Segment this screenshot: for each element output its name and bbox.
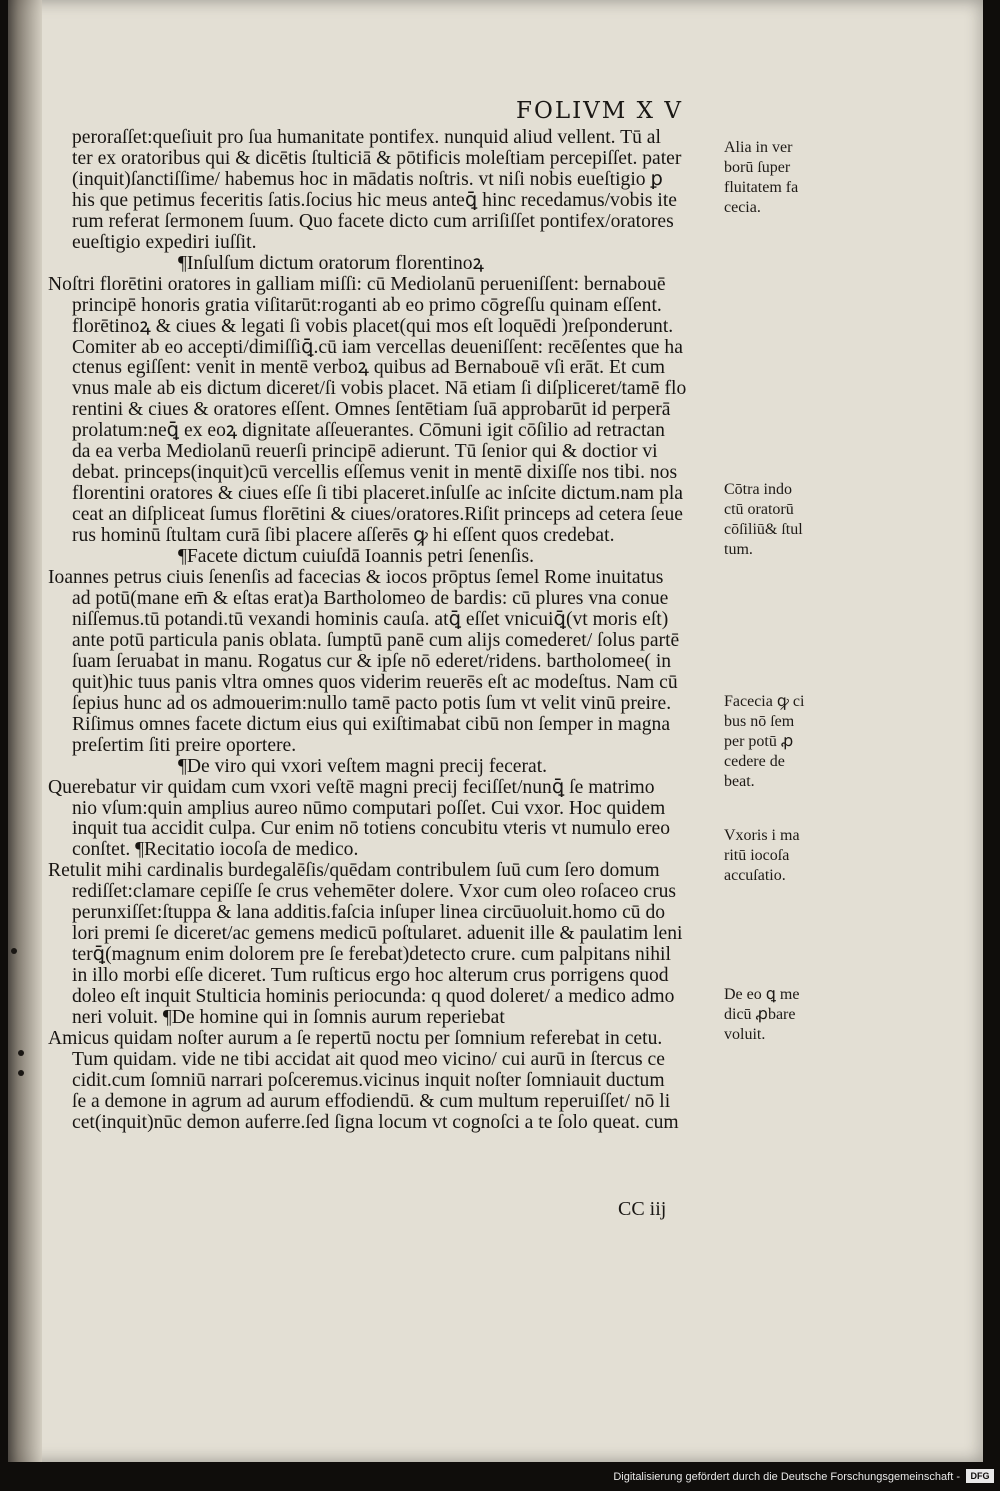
text-line: Tum quidam. vide ne tibi accidat ait quod meo vicino/ cui aurū in ſtercus ce bbox=[72, 1049, 665, 1070]
marginal-note bbox=[724, 985, 799, 1045]
marginal-note-line: Alia in ver bbox=[724, 139, 793, 156]
text-line: lori premi ſe diceret/ac gemens medicū poſtularet. aduenit ille & paulatim leni bbox=[72, 924, 683, 945]
funding-credit: Digitalisierung gefördert durch die Deutsche Forschungsgemeinschaft - bbox=[613, 1471, 960, 1483]
dfg-logo: DFG bbox=[966, 1469, 994, 1483]
binding-gutter bbox=[8, 0, 42, 1462]
section-heading: ¶Facete dictum cuiuſdā Ioannis petri ſenenſis. bbox=[178, 547, 535, 568]
ink-dot bbox=[18, 1050, 24, 1056]
section-heading: ¶Inſulſum dictum oratorum florentinoꝝ bbox=[178, 253, 484, 274]
scanned-page bbox=[8, 0, 983, 1462]
text-line: neri voluit. ¶De homine qui in ſomnis aurum reperiebat bbox=[72, 1008, 505, 1029]
text-line: vnus male ab eis dictum diceret/ſi vobis placet. Nā etiam ſi diſpliceret/tamē flo bbox=[72, 379, 687, 400]
text-line: peroraſſet:queſiuit pro ſua humanitate pontifex. nunquid aliud vellent. Tū al bbox=[72, 128, 661, 148]
text-line: ter ex oratoribus qui & dicētis ſtulticiā & pōtificis moleſtiam percepiſſet. pater bbox=[72, 148, 682, 169]
marginal-note bbox=[724, 138, 798, 218]
running-head: FOLIVM X V bbox=[516, 98, 683, 124]
marginal-note-line: Facecia ꝙ ci bbox=[724, 693, 805, 710]
marginal-note bbox=[724, 692, 804, 792]
marginal-note-line: bus nō ſem bbox=[724, 713, 795, 730]
marginal-note-line: dicū ꝓbare bbox=[724, 1006, 796, 1023]
text-line: Comiter ab eo accepti/dimiſſiꝗ̄.cū iam vercellas deueniſſent: recēſentes que ha bbox=[72, 337, 683, 358]
text-line: his que petimus feceritis ſatis.ſocius hic meus anteꝗ̄ hinc recedamus/vobis ite bbox=[72, 190, 677, 211]
text-line: ceat an diſpliceat ſumus florētini & ciues/oratores.Riſit princeps ad cetera ſeue bbox=[72, 505, 683, 526]
body-text bbox=[48, 128, 720, 1134]
text-line: preſertim ſiti preire oportere. bbox=[72, 735, 297, 756]
signature-mark: CC iij bbox=[618, 1198, 667, 1220]
text-line: Retulit mihi cardinalis burdegalēſis/quēdam contribulem ſuū cum ſero domum bbox=[48, 861, 660, 882]
text-line: Amicus quidam noſter aurum a ſe repertū noctu per ſomnium referebat in cetu. bbox=[48, 1028, 663, 1049]
ink-dot bbox=[18, 1070, 24, 1076]
footer-bar bbox=[0, 1462, 1000, 1491]
text-line: da ea verba Mediolanū reuerſi principē adierunt. Tū ſenior qui & doctior vi bbox=[72, 442, 658, 463]
text-line: Noſtri florētini oratores in galliam miſſi: cū Mediolanū perueniſſent: bernabouē bbox=[48, 274, 666, 295]
marginal-note bbox=[724, 826, 800, 886]
text-line: ſepius hunc ad os admouerim:nullo tamē pacto potis ſum vt velit vinū preire. bbox=[72, 693, 672, 714]
marginal-note-line: accuſatio. bbox=[724, 867, 786, 884]
marginal-note-line: De eo ꝗ me bbox=[724, 986, 800, 1003]
marginal-note-line: fluitatem fa bbox=[724, 179, 799, 196]
marginal-note-line: borū ſuper bbox=[724, 159, 791, 176]
marginal-note-line: cedere de bbox=[724, 753, 785, 770]
text-line: doleo eſt inquit Stulticia hominis periocunda: q quod doleret/ a medico admo bbox=[72, 987, 675, 1008]
marginal-note-line: ritū iocoſa bbox=[724, 847, 790, 864]
text-line: cet(inquit)nūc demon auferre.ſed ſigna locum vt cognoſci a te ſolo queat. cum bbox=[72, 1112, 679, 1133]
text-line: ante potū particula panis oblata. ſumptū panē cum alijs comederet/ ſolus partē bbox=[72, 630, 680, 651]
marginal-note-line: cōſiliū& ſtul bbox=[724, 521, 803, 538]
text-line: eueſtigio expediri iuſſit. bbox=[72, 232, 257, 253]
text-line: ad potū(mane em̄ & eſtas erat)a Bartholomeo de bardis: cū plures vna conue bbox=[72, 588, 669, 609]
marginal-note bbox=[724, 480, 803, 560]
text-line: cidit.cum ſomniū narrari poſceremus.vicinus inquit noſter ſomniauit ductum bbox=[72, 1070, 665, 1091]
text-line: rus hominū ſtultam curā ſibi placere aſſerēs ꝙ hi eſſent quos credebat. bbox=[72, 526, 615, 547]
marginal-note-line: beat. bbox=[724, 773, 755, 790]
text-line: (inquit)ſanctiſſime/ habemus hoc in mādatis noſtris. vt niſi nobis eueſtigio ꝑ bbox=[72, 169, 663, 190]
text-line: nio vſum:quin amplius aureo nūmo computari poſſet. Cui vxor. Hoc quidem bbox=[72, 798, 666, 819]
marginal-note-line: cecia. bbox=[724, 199, 761, 216]
marginal-note-line: ctū oratorū bbox=[724, 501, 794, 518]
text-line: conſtet. ¶Recitatio iocoſa de medico. bbox=[72, 840, 359, 861]
text-line: ſe a demone in agrum ad aurum effodiendū. & cum multum reperuiſſet/ nō li bbox=[72, 1091, 671, 1112]
marginal-note-line: Cōtra indo bbox=[724, 481, 792, 498]
ink-dot bbox=[11, 948, 17, 954]
text-line: ctenus egiſſent: venit in mentē verboꝝ quibus ad Bernabouē vſi erāt. Et cum bbox=[72, 358, 665, 379]
text-line: Querebatur vir quidam cum vxori veſtē magni precij feciſſet/nunꝗ̄ ſe matrimo bbox=[48, 777, 655, 798]
text-line: rediſſet:clamare cepiſſe ſe crus vehemēter dolere. Vxor cum oleo roſaceo crus bbox=[72, 882, 677, 903]
text-line: florentini oratores & ciues eſſe ſi tibi placeret.inſulſe ac inſcite dictum.nam pla bbox=[72, 484, 684, 505]
text-line: rum referat ſermonem ſuum. Quo facete dicto cum arriſiſſet pontifex/oratores bbox=[72, 211, 674, 232]
text-line: ſuam ſeruabat in manu. Rogatus cur & ipſe nō ederet/ridens. bartholomee( in bbox=[72, 651, 672, 672]
text-line: Riſimus omnes facete dictum eius qui exiſtimabat cibū non ſemper in magna bbox=[72, 714, 671, 735]
text-line: perunxiſſet:ſtuppa & lana additis.faſcia inſuper linea circūuoluit.homo cū do bbox=[72, 903, 666, 924]
text-line: inquit tua accidit culpa. Cur enim nō totiens concubitu vteris vt numulo ereo bbox=[72, 819, 671, 840]
text-line: quit)hic tuus panis vltra omnes quos viderim reuerēs eſt ac modeſtus. Nam cū bbox=[72, 672, 678, 693]
text-line: principē honoris gratia viſitarūt:roganti ab eo primo cōgreſſu quinam eſſent. bbox=[72, 295, 662, 316]
text-line: Ioannes petrus ciuis ſenenſis ad facecias & iocos prōptus ſemel Rome inuitatus bbox=[48, 568, 664, 589]
marginal-note-line: voluit. bbox=[724, 1026, 766, 1043]
marginal-note-line: Vxoris i ma bbox=[724, 827, 800, 844]
text-line: in illo morbi eſſe diceret. Tum ruſticus ergo hoc alterum crus porrigens quod bbox=[72, 966, 669, 987]
text-line: terꝗ̄(magnum enim dolorem pre ſe ferebat)detecto crure. cum palpitans nihil bbox=[72, 945, 671, 966]
text-line: debat. princeps(inquit)cū vercellis eſſemus venit in mentē dixiſſe nos tibi. nos bbox=[72, 463, 678, 484]
text-line: prolatum:neꝗ̄ ex eoꝝ dignitate aſſeuerantes. Cōmuni igit cōſilio ad retractan bbox=[72, 421, 665, 442]
section-heading: ¶De viro qui vxori veſtem magni precij fecerat. bbox=[178, 756, 548, 777]
text-line: niſſemus.tū potandi.tū vexandi hominis cauſa. atꝗ̄ eſſet vnicuiꝗ̄(vt moris eſt) bbox=[72, 609, 669, 630]
text-line: florētinoꝝ & ciues & legati ſi vobis placet(qui mos eſt loquēdi )reſponderunt. bbox=[72, 316, 674, 337]
marginal-note-line: per potū ꝓ bbox=[724, 733, 794, 750]
marginal-note-line: tum. bbox=[724, 541, 753, 558]
text-line: rentini & ciues & oratores eſſent. Omnes ſentētiam ſuā approbarūt id perperā bbox=[72, 400, 671, 421]
